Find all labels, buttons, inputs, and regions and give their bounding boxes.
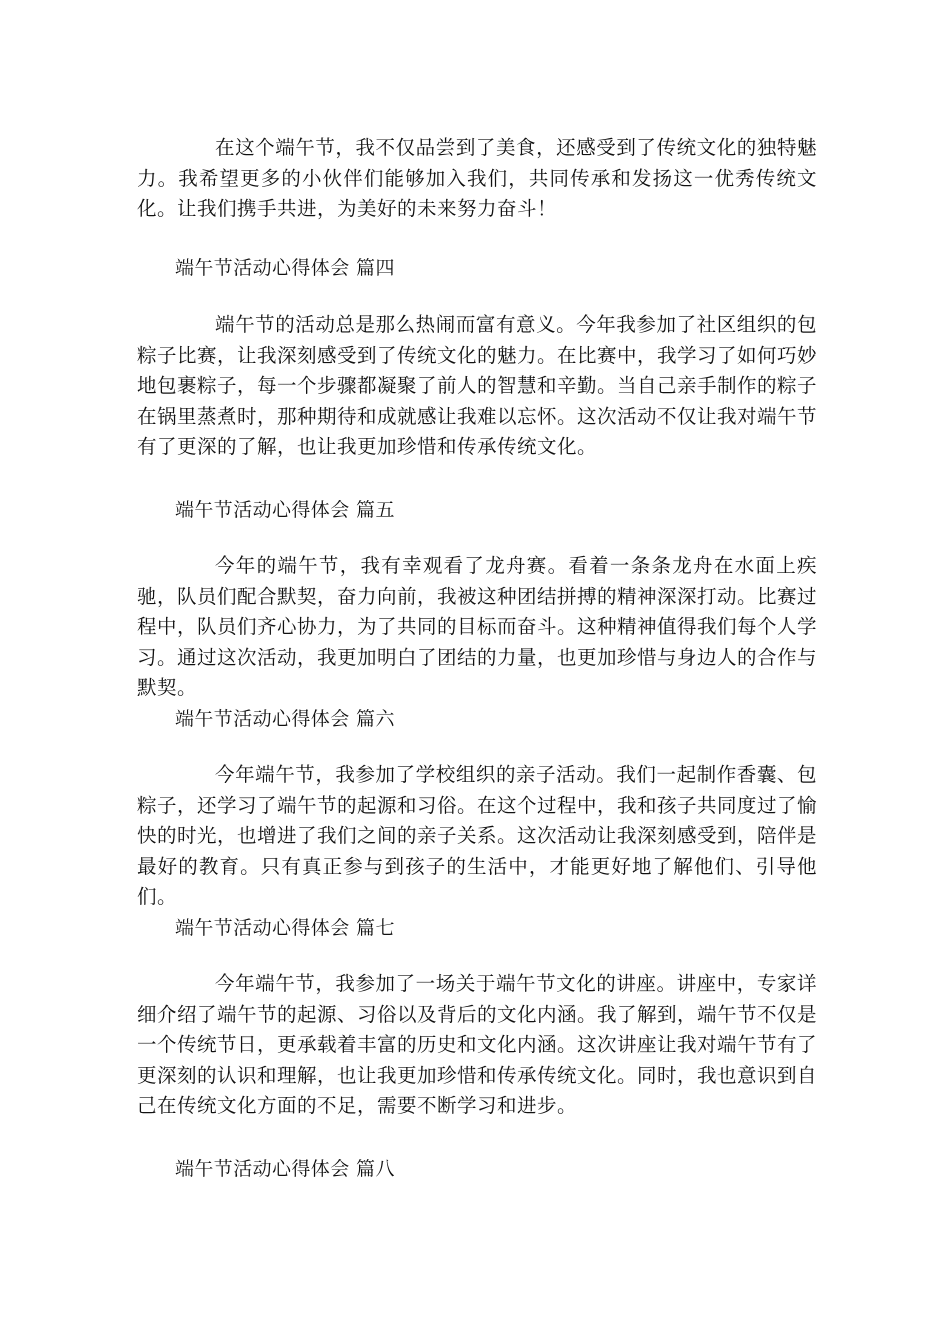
heading-part-five: 端午节活动心得体会 篇五 <box>175 499 395 521</box>
paragraph-part-four: 端午节的活动总是那么热闹而富有意义。今年我参加了社区组织的包粽子比赛，让我深刻感受到了传统文化的魅力。在比赛中，我学习了如何巧妙地包裹粽子，每一个步骤都凝聚了前人的智慧和辛勤。当自己亲手制作的粽子在锅里蒸煮时，那种期待和成就感让我难以忘怀。这次活动不仅让我对端午节有了更深的了解，也让我更加珍惜和传承传统文化。 <box>137 313 818 458</box>
heading-part-six: 端午节活动心得体会 篇六 <box>175 708 395 730</box>
paragraph-part-seven: 今年端午节，我参加了一场关于端午节文化的讲座。讲座中，专家详细介绍了端午节的起源、习俗以及背后的文化内涵。我了解到，端午节不仅是一个传统节日，更承载着丰富的历史和文化内涵。这次讲座让我对端午节有了更深刻的认识和理解，也让我更加珍惜和传承传统文化。同时，我也意识到自己在传统文化方面的不足，需要不断学习和进步。 <box>137 972 818 1117</box>
heading-part-seven: 端午节活动心得体会 篇七 <box>175 917 395 939</box>
paragraph-closing: 在这个端午节，我不仅品尝到了美食，还感受到了传统文化的独特魅力。我希望更多的小伙伴们能够加入我们，共同传承和发扬这一优秀传统文化。让我们携手共进，为美好的未来努力奋斗！ <box>137 136 817 220</box>
heading-part-eight: 端午节活动心得体会 篇八 <box>175 1158 395 1180</box>
heading-part-four: 端午节活动心得体会 篇四 <box>175 257 395 279</box>
paragraph-part-six: 今年端午节，我参加了学校组织的亲子活动。我们一起制作香囊、包粽子，还学习了端午节的起源和习俗。在这个过程中，我和孩子共同度过了愉快的时光，也增进了我们之间的亲子关系。这次活动让我深刻感受到，陪伴是最好的教育。只有真正参与到孩子的生活中，才能更好地了解他们、引导他们。 <box>137 763 818 908</box>
paragraph-part-five: 今年的端午节，我有幸观看了龙舟赛。看着一条条龙舟在水面上疾驰，队员们配合默契，奋力向前，我被这种团结拼搏的精神深深打动。比赛过程中，队员们齐心协力，为了共同的目标而奋斗。这种精神值得我们每个人学习。通过这次活动，我更加明白了团结的力量，也更加珍惜与身边人的合作与默契。 <box>137 554 818 699</box>
